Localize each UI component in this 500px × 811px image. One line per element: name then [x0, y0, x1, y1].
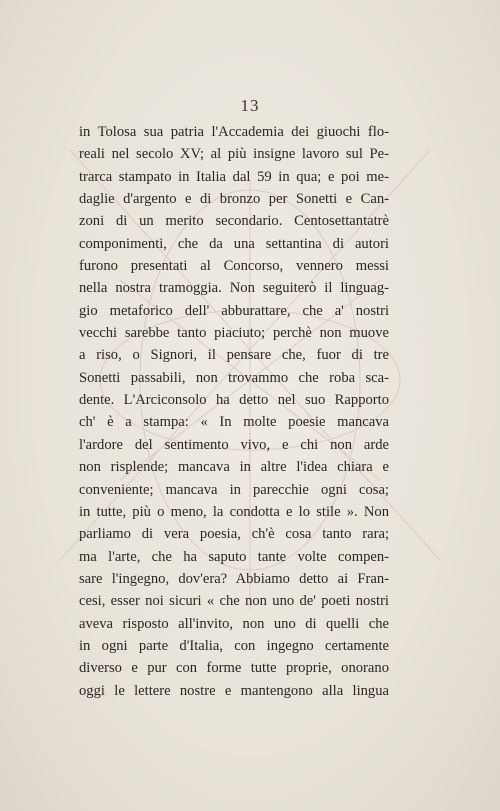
- text-line: sare l'ingegno, dov'era? Abbiamo detto ai Fran-: [79, 570, 389, 587]
- text-line: vecchi sarebbe tanto piaciuto; perchè non muove: [79, 325, 389, 342]
- text-line: componimenti, che da una settantina di autori: [79, 235, 389, 252]
- text-line: ch' è a stampa: « In molte poesie mancava: [79, 414, 389, 431]
- text-line: aveva risposto all'invito, non uno di quelli che: [79, 615, 389, 632]
- text-line: in Tolosa sua patria l'Accademia dei giuochi flo-: [79, 124, 389, 140]
- text-line: in tutte, più o meno, la condotta e lo stile ». Non: [79, 503, 389, 520]
- text-line: gio metaforico dell' abburattare, che a' nostri: [79, 302, 389, 319]
- text-line: nella nostra tramoggia. Non seguiterò il linguag-: [79, 280, 389, 297]
- body-text: [79, 121, 389, 702]
- text-line: non risplende; mancava in altre l'idea chiara e: [79, 459, 389, 476]
- text-line: zoni di un merito secondario. Centosettantatrè: [79, 213, 389, 230]
- text-line: a riso, o Signori, il pensare che, fuor di tre: [79, 347, 389, 364]
- text-line: in ogni parte d'Italia, con ingegno certamente: [79, 637, 389, 654]
- text-line: oggi le lettere nostre e mantengono alla lingua: [79, 682, 389, 699]
- text-line: reali nel secolo XV; al più insigne lavoro sul Pe-: [79, 146, 389, 163]
- text-line: cesi, esser noi sicuri « che non uno de' poeti nostri: [79, 593, 389, 610]
- text-line: l'ardore del sentimento vivo, e chi non arde: [79, 436, 389, 453]
- text-line: daglie d'argento e di bronzo per Sonetti e Can-: [79, 191, 389, 208]
- text-line: diverso e pur con forme tutte proprie, onorano: [79, 660, 389, 677]
- text-line: conveniente; mancava in parecchie ogni cosa;: [79, 481, 389, 498]
- text-line: dente. L'Arciconsolo ha detto nel suo Rapporto: [79, 392, 389, 409]
- text-line: furono presentati al Concorso, vennero messi: [79, 258, 389, 275]
- text-line: trarca stampato in Italia dal 59 in qua; e poi me-: [79, 168, 389, 185]
- text-line: parliamo di vera poesia, ch'è cosa tanto rara;: [79, 526, 389, 543]
- text-line: Sonetti passabili, non trovammo che roba sca-: [79, 369, 389, 386]
- text-line: ma l'arte, che ha saputo tante volte compen-: [79, 548, 389, 565]
- page-number: 13: [240, 96, 260, 115]
